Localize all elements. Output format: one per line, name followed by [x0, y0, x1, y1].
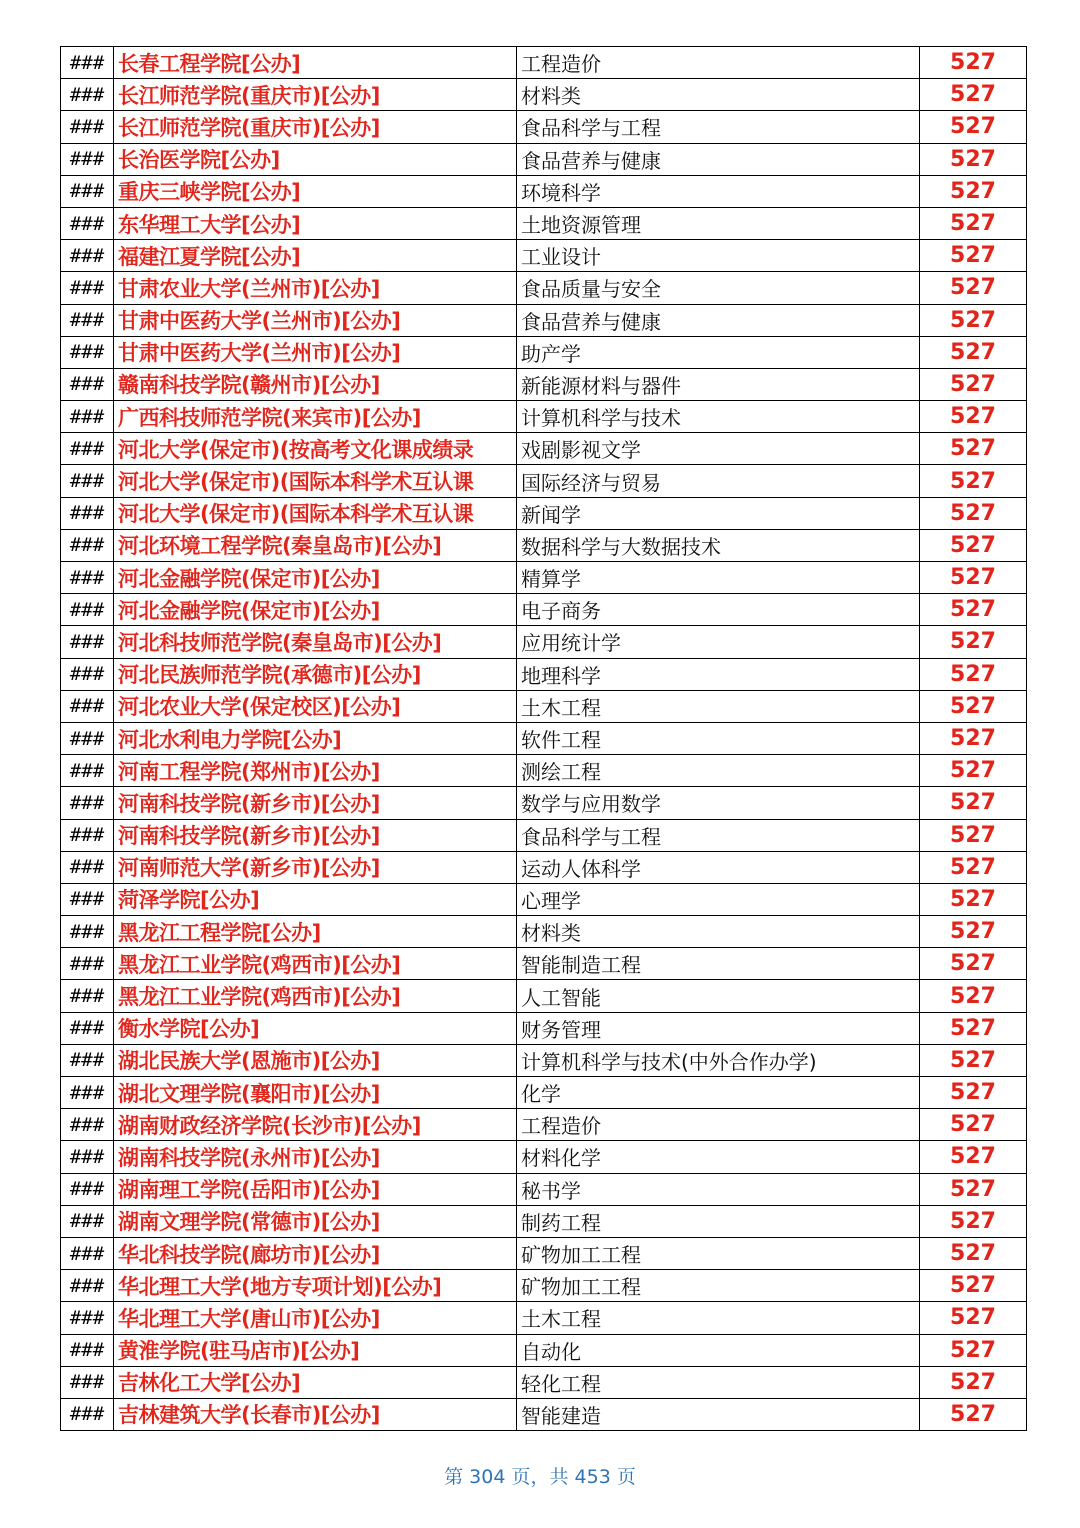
table-row	[61, 240, 1027, 272]
major-name-cell: 软件工程	[517, 722, 920, 754]
row-code-cell: ###	[61, 143, 114, 175]
major-name-cell: 计算机科学与技术(中外合作办学)	[517, 1044, 920, 1076]
major-name-cell: 食品科学与工程	[517, 819, 920, 851]
table-row	[61, 1173, 1027, 1205]
table-row	[61, 787, 1027, 819]
row-code-cell: ###	[61, 916, 114, 948]
school-name-cell: 湖北民族大学(恩施市)[公办]	[114, 1044, 517, 1076]
score-cell: 527	[920, 143, 1027, 175]
score-cell: 527	[920, 111, 1027, 143]
page-footer: 第 304 页，共 453 页	[444, 1466, 636, 1488]
major-name-cell: 自动化	[517, 1334, 920, 1366]
school-name-cell: 菏泽学院[公办]	[114, 883, 517, 915]
score-cell: 527	[920, 465, 1027, 497]
score-cell: 527	[920, 722, 1027, 754]
score-cell: 527	[920, 175, 1027, 207]
table-row	[61, 1044, 1027, 1076]
major-name-cell: 国际经济与贸易	[517, 465, 920, 497]
school-name-cell: 河南科技学院(新乡市)[公办]	[114, 787, 517, 819]
major-name-cell: 食品营养与健康	[517, 304, 920, 336]
school-name-cell: 甘肃中医药大学(兰州市)[公办]	[114, 336, 517, 368]
major-name-cell: 智能制造工程	[517, 948, 920, 980]
major-name-cell: 人工智能	[517, 980, 920, 1012]
major-name-cell: 工程造价	[517, 47, 920, 79]
school-name-cell: 长江师范学院(重庆市)[公办]	[114, 111, 517, 143]
row-code-cell: ###	[61, 207, 114, 239]
row-code-cell: ###	[61, 497, 114, 529]
score-cell: 527	[920, 883, 1027, 915]
table-row	[61, 272, 1027, 304]
score-cell: 527	[920, 819, 1027, 851]
score-cell: 527	[920, 1141, 1027, 1173]
major-name-cell: 食品科学与工程	[517, 111, 920, 143]
school-name-cell: 吉林建筑大学(长春市)[公办]	[114, 1398, 517, 1430]
school-name-cell: 河北科技师范学院(秦皇岛市)[公办]	[114, 626, 517, 658]
school-name-cell: 华北理工大学(唐山市)[公办]	[114, 1302, 517, 1334]
major-name-cell: 数据科学与大数据技术	[517, 529, 920, 561]
school-name-cell: 衡水学院[公办]	[114, 1012, 517, 1044]
school-name-cell: 黄淮学院(驻马店市)[公办]	[114, 1334, 517, 1366]
score-cell: 527	[920, 1237, 1027, 1269]
school-name-cell: 河北金融学院(保定市)[公办]	[114, 562, 517, 594]
major-name-cell: 秘书学	[517, 1173, 920, 1205]
score-cell: 527	[920, 272, 1027, 304]
table-row	[61, 1077, 1027, 1109]
school-name-cell: 甘肃中医药大学(兰州市)[公办]	[114, 304, 517, 336]
table-row	[61, 529, 1027, 561]
table-row	[61, 948, 1027, 980]
major-name-cell: 测绘工程	[517, 755, 920, 787]
score-cell: 527	[920, 562, 1027, 594]
table-row	[61, 433, 1027, 465]
major-name-cell: 数学与应用数学	[517, 787, 920, 819]
table-row	[61, 1237, 1027, 1269]
school-name-cell: 华北科技学院(廊坊市)[公办]	[114, 1237, 517, 1269]
score-cell: 527	[920, 658, 1027, 690]
major-name-cell: 工业设计	[517, 240, 920, 272]
major-name-cell: 电子商务	[517, 594, 920, 626]
row-code-cell: ###	[61, 1270, 114, 1302]
score-cell: 527	[920, 626, 1027, 658]
school-name-cell: 福建江夏学院[公办]	[114, 240, 517, 272]
school-name-cell: 长治医学院[公办]	[114, 143, 517, 175]
major-name-cell: 新闻学	[517, 497, 920, 529]
row-code-cell: ###	[61, 79, 114, 111]
table-row	[61, 336, 1027, 368]
school-name-cell: 河北大学(保定市)(国际本科学术互认课	[114, 497, 517, 529]
major-name-cell: 土木工程	[517, 690, 920, 722]
table-row	[61, 626, 1027, 658]
table-row	[61, 851, 1027, 883]
table-row	[61, 980, 1027, 1012]
school-name-cell: 黑龙江工业学院(鸡西市)[公办]	[114, 980, 517, 1012]
score-cell: 527	[920, 1012, 1027, 1044]
score-cell: 527	[920, 980, 1027, 1012]
table-row	[61, 1270, 1027, 1302]
table-body	[61, 47, 1027, 1431]
score-cell: 527	[920, 1334, 1027, 1366]
row-code-cell: ###	[61, 175, 114, 207]
school-name-cell: 湖南理工学院(岳阳市)[公办]	[114, 1173, 517, 1205]
major-name-cell: 土地资源管理	[517, 207, 920, 239]
major-name-cell: 矿物加工工程	[517, 1237, 920, 1269]
score-cell: 527	[920, 1044, 1027, 1076]
table-row	[61, 401, 1027, 433]
school-name-cell: 甘肃农业大学(兰州市)[公办]	[114, 272, 517, 304]
row-code-cell: ###	[61, 1012, 114, 1044]
major-name-cell: 戏剧影视文学	[517, 433, 920, 465]
table-row	[61, 207, 1027, 239]
major-name-cell: 地理科学	[517, 658, 920, 690]
row-code-cell: ###	[61, 336, 114, 368]
major-name-cell: 轻化工程	[517, 1366, 920, 1398]
row-code-cell: ###	[61, 1173, 114, 1205]
school-name-cell: 湖南科技学院(永州市)[公办]	[114, 1141, 517, 1173]
table-row	[61, 1141, 1027, 1173]
major-name-cell: 材料类	[517, 916, 920, 948]
table-row	[61, 304, 1027, 336]
school-name-cell: 湖南文理学院(常德市)[公办]	[114, 1205, 517, 1237]
score-cell: 527	[920, 755, 1027, 787]
row-code-cell: ###	[61, 562, 114, 594]
table-row	[61, 175, 1027, 207]
row-code-cell: ###	[61, 1044, 114, 1076]
row-code-cell: ###	[61, 626, 114, 658]
row-code-cell: ###	[61, 433, 114, 465]
table-row	[61, 690, 1027, 722]
school-name-cell: 黑龙江工程学院[公办]	[114, 916, 517, 948]
major-name-cell: 财务管理	[517, 1012, 920, 1044]
major-name-cell: 化学	[517, 1077, 920, 1109]
score-cell: 527	[920, 851, 1027, 883]
table-row	[61, 368, 1027, 400]
row-code-cell: ###	[61, 1141, 114, 1173]
row-code-cell: ###	[61, 1398, 114, 1430]
major-name-cell: 运动人体科学	[517, 851, 920, 883]
major-name-cell: 材料类	[517, 79, 920, 111]
score-cell: 527	[920, 1398, 1027, 1430]
row-code-cell: ###	[61, 1237, 114, 1269]
major-name-cell: 助产学	[517, 336, 920, 368]
school-name-cell: 河北民族师范学院(承德市)[公办]	[114, 658, 517, 690]
row-code-cell: ###	[61, 111, 114, 143]
school-name-cell: 河北农业大学(保定校区)[公办]	[114, 690, 517, 722]
score-cell: 527	[920, 304, 1027, 336]
score-cell: 527	[920, 1173, 1027, 1205]
table-row	[61, 1366, 1027, 1398]
table-row	[61, 819, 1027, 851]
score-cell: 527	[920, 1077, 1027, 1109]
row-code-cell: ###	[61, 658, 114, 690]
row-code-cell: ###	[61, 1109, 114, 1141]
table-row	[61, 47, 1027, 79]
school-name-cell: 河南科技学院(新乡市)[公办]	[114, 819, 517, 851]
score-cell: 527	[920, 336, 1027, 368]
table-row	[61, 1302, 1027, 1334]
row-code-cell: ###	[61, 304, 114, 336]
row-code-cell: ###	[61, 594, 114, 626]
table-row	[61, 883, 1027, 915]
school-name-cell: 湖北文理学院(襄阳市)[公办]	[114, 1077, 517, 1109]
table-row	[61, 1398, 1027, 1430]
score-cell: 527	[920, 1109, 1027, 1141]
row-code-cell: ###	[61, 529, 114, 561]
table-row	[61, 916, 1027, 948]
score-cell: 527	[920, 401, 1027, 433]
major-name-cell: 土木工程	[517, 1302, 920, 1334]
admission-scores-table	[60, 46, 1027, 1431]
score-cell: 527	[920, 1366, 1027, 1398]
row-code-cell: ###	[61, 883, 114, 915]
school-name-cell: 河北金融学院(保定市)[公办]	[114, 594, 517, 626]
row-code-cell: ###	[61, 47, 114, 79]
table-row	[61, 111, 1027, 143]
score-cell: 527	[920, 916, 1027, 948]
score-cell: 527	[920, 240, 1027, 272]
score-cell: 527	[920, 1205, 1027, 1237]
score-cell: 527	[920, 79, 1027, 111]
score-cell: 527	[920, 497, 1027, 529]
score-cell: 527	[920, 47, 1027, 79]
major-name-cell: 制药工程	[517, 1205, 920, 1237]
score-cell: 527	[920, 207, 1027, 239]
score-cell: 527	[920, 1302, 1027, 1334]
major-name-cell: 新能源材料与器件	[517, 368, 920, 400]
row-code-cell: ###	[61, 851, 114, 883]
major-name-cell: 矿物加工工程	[517, 1270, 920, 1302]
school-name-cell: 河北环境工程学院(秦皇岛市)[公办]	[114, 529, 517, 561]
school-name-cell: 河北大学(保定市)(按高考文化课成绩录	[114, 433, 517, 465]
table-row	[61, 465, 1027, 497]
row-code-cell: ###	[61, 368, 114, 400]
row-code-cell: ###	[61, 980, 114, 1012]
row-code-cell: ###	[61, 722, 114, 754]
table-row	[61, 497, 1027, 529]
row-code-cell: ###	[61, 1205, 114, 1237]
school-name-cell: 东华理工大学[公办]	[114, 207, 517, 239]
table-row	[61, 755, 1027, 787]
school-name-cell: 华北理工大学(地方专项计划)[公办]	[114, 1270, 517, 1302]
row-code-cell: ###	[61, 1077, 114, 1109]
row-code-cell: ###	[61, 1366, 114, 1398]
table-row	[61, 1334, 1027, 1366]
school-name-cell: 广西科技师范学院(来宾市)[公办]	[114, 401, 517, 433]
score-cell: 527	[920, 594, 1027, 626]
row-code-cell: ###	[61, 272, 114, 304]
row-code-cell: ###	[61, 401, 114, 433]
score-cell: 527	[920, 1270, 1027, 1302]
school-name-cell: 赣南科技学院(赣州市)[公办]	[114, 368, 517, 400]
table-row	[61, 79, 1027, 111]
school-name-cell: 湖南财政经济学院(长沙市)[公办]	[114, 1109, 517, 1141]
table-row	[61, 658, 1027, 690]
major-name-cell: 食品营养与健康	[517, 143, 920, 175]
major-name-cell: 环境科学	[517, 175, 920, 207]
school-name-cell: 吉林化工大学[公办]	[114, 1366, 517, 1398]
school-name-cell: 河北大学(保定市)(国际本科学术互认课	[114, 465, 517, 497]
row-code-cell: ###	[61, 240, 114, 272]
score-cell: 527	[920, 787, 1027, 819]
score-cell: 527	[920, 948, 1027, 980]
school-name-cell: 黑龙江工业学院(鸡西市)[公办]	[114, 948, 517, 980]
school-name-cell: 长春工程学院[公办]	[114, 47, 517, 79]
score-cell: 527	[920, 690, 1027, 722]
major-name-cell: 计算机科学与技术	[517, 401, 920, 433]
row-code-cell: ###	[61, 465, 114, 497]
score-cell: 527	[920, 433, 1027, 465]
table-row	[61, 143, 1027, 175]
table-row	[61, 562, 1027, 594]
table-row	[61, 722, 1027, 754]
major-name-cell: 食品质量与安全	[517, 272, 920, 304]
table-row	[61, 594, 1027, 626]
major-name-cell: 心理学	[517, 883, 920, 915]
table-row	[61, 1109, 1027, 1141]
school-name-cell: 河北水利电力学院[公办]	[114, 722, 517, 754]
major-name-cell: 精算学	[517, 562, 920, 594]
school-name-cell: 河南师范大学(新乡市)[公办]	[114, 851, 517, 883]
row-code-cell: ###	[61, 690, 114, 722]
school-name-cell: 长江师范学院(重庆市)[公办]	[114, 79, 517, 111]
row-code-cell: ###	[61, 948, 114, 980]
major-name-cell: 工程造价	[517, 1109, 920, 1141]
school-name-cell: 河南工程学院(郑州市)[公办]	[114, 755, 517, 787]
school-name-cell: 重庆三峡学院[公办]	[114, 175, 517, 207]
row-code-cell: ###	[61, 787, 114, 819]
table-row	[61, 1012, 1027, 1044]
major-name-cell: 材料化学	[517, 1141, 920, 1173]
row-code-cell: ###	[61, 755, 114, 787]
table-row	[61, 1205, 1027, 1237]
row-code-cell: ###	[61, 1302, 114, 1334]
score-cell: 527	[920, 368, 1027, 400]
row-code-cell: ###	[61, 819, 114, 851]
score-cell: 527	[920, 529, 1027, 561]
row-code-cell: ###	[61, 1334, 114, 1366]
major-name-cell: 智能建造	[517, 1398, 920, 1430]
major-name-cell: 应用统计学	[517, 626, 920, 658]
